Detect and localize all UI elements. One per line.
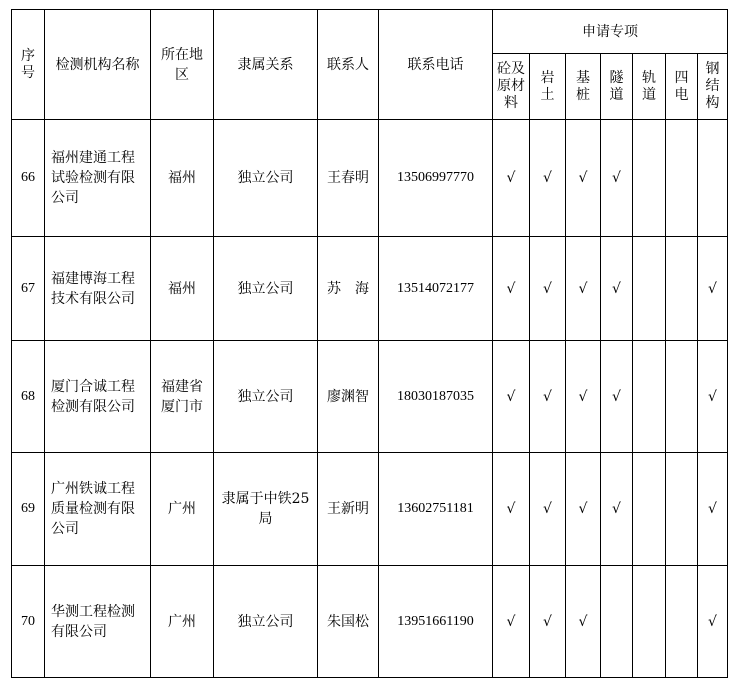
cell-seq: 66 bbox=[12, 120, 45, 237]
cell-pile: √ bbox=[566, 341, 601, 453]
cell-seq: 67 bbox=[12, 237, 45, 341]
header-relation: 隶属关系 bbox=[214, 10, 318, 120]
table-row bbox=[12, 566, 728, 678]
cell-tunnel: √ bbox=[601, 237, 633, 341]
header-cat-rock-label: 岩土 bbox=[540, 69, 555, 103]
cell-track bbox=[633, 341, 666, 453]
cell-phone: 18030187035 bbox=[379, 341, 493, 453]
cell-rock: √ bbox=[530, 453, 566, 566]
cell-rock: √ bbox=[530, 341, 566, 453]
cell-relation: 独立公司 bbox=[214, 341, 318, 453]
cell-concrete: √ bbox=[493, 120, 530, 237]
cell-seq: 68 bbox=[12, 341, 45, 453]
cell-track bbox=[633, 453, 666, 566]
cell-name: 厦门合诚工程检测有限公司 bbox=[45, 341, 151, 453]
cell-phone: 13951661190 bbox=[379, 566, 493, 678]
cell-rock: √ bbox=[530, 237, 566, 341]
cell-tunnel bbox=[601, 566, 633, 678]
cell-pile: √ bbox=[566, 120, 601, 237]
cell-relation: 独立公司 bbox=[214, 566, 318, 678]
cell-steel: √ bbox=[698, 566, 728, 678]
cell-elec bbox=[666, 566, 698, 678]
header-cat-elec-label: 四电 bbox=[674, 69, 689, 103]
cell-tunnel: √ bbox=[601, 453, 633, 566]
header-contact: 联系人 bbox=[318, 10, 379, 120]
table-row bbox=[12, 120, 728, 237]
cell-contact: 王春明 bbox=[318, 120, 379, 237]
header-cat-concrete-label: 砼及原材料 bbox=[497, 61, 525, 111]
cell-relation bbox=[214, 453, 318, 566]
header-apply-group: 申请专项 bbox=[493, 10, 728, 54]
cell-contact: 朱国松 bbox=[318, 566, 379, 678]
header-cat-pile bbox=[566, 54, 601, 120]
cell-relation: 独立公司 bbox=[214, 120, 318, 237]
cell-elec bbox=[666, 453, 698, 566]
cell-rock: √ bbox=[530, 120, 566, 237]
header-cat-elec bbox=[666, 54, 698, 120]
cell-region bbox=[151, 341, 214, 453]
institution-table bbox=[11, 9, 728, 678]
cell-region: 广州 bbox=[151, 566, 214, 678]
cell-steel: √ bbox=[698, 453, 728, 566]
header-cat-steel bbox=[698, 54, 728, 120]
cell-steel bbox=[698, 120, 728, 237]
cell-phone: 13506997770 bbox=[379, 120, 493, 237]
table-row bbox=[12, 341, 728, 453]
header-cat-pile-label: 基桩 bbox=[576, 69, 590, 103]
cell-name: 福建博海工程技术有限公司 bbox=[45, 237, 151, 341]
cell-contact: 苏 海 bbox=[318, 237, 379, 341]
cell-track bbox=[633, 120, 666, 237]
header-cat-steel-label: 钢结构 bbox=[705, 61, 720, 111]
cell-track bbox=[633, 566, 666, 678]
cell-tunnel: √ bbox=[601, 120, 633, 237]
cell-contact: 王新明 bbox=[318, 453, 379, 566]
cell-relation: 独立公司 bbox=[214, 237, 318, 341]
table-row bbox=[12, 453, 728, 566]
cell-contact: 廖渊智 bbox=[318, 341, 379, 453]
cell-elec bbox=[666, 120, 698, 237]
cell-steel: √ bbox=[698, 341, 728, 453]
header-cat-track bbox=[633, 54, 666, 120]
header-cat-rock bbox=[530, 54, 566, 120]
cell-name: 福州建通工程试验检测有限公司 bbox=[45, 120, 151, 237]
header-seq-label: 序号 bbox=[21, 47, 35, 81]
header-cat-concrete bbox=[493, 54, 530, 120]
cell-seq: 69 bbox=[12, 453, 45, 566]
cell-region: 福州 bbox=[151, 120, 214, 237]
header-cat-tunnel-label: 隧道 bbox=[609, 69, 624, 103]
header-seq bbox=[12, 10, 45, 120]
header-cat-track-label: 轨道 bbox=[642, 69, 656, 103]
cell-pile: √ bbox=[566, 237, 601, 341]
cell-name: 广州铁诚工程质量检测有限公司 bbox=[45, 453, 151, 566]
cell-concrete: √ bbox=[493, 341, 530, 453]
table-row bbox=[12, 237, 728, 341]
header-region bbox=[151, 10, 214, 120]
cell-phone: 13602751181 bbox=[379, 453, 493, 566]
cell-elec bbox=[666, 237, 698, 341]
header-region-label: 所在地区 bbox=[161, 46, 203, 83]
cell-region: 福州 bbox=[151, 237, 214, 341]
cell-seq: 70 bbox=[12, 566, 45, 678]
cell-steel: √ bbox=[698, 237, 728, 341]
cell-phone: 13514072177 bbox=[379, 237, 493, 341]
cell-concrete: √ bbox=[493, 566, 530, 678]
cell-relation-label: 隶属于中铁25局 bbox=[221, 491, 310, 527]
cell-concrete: √ bbox=[493, 237, 530, 341]
header-name: 检测机构名称 bbox=[45, 10, 151, 120]
cell-elec bbox=[666, 341, 698, 453]
cell-region: 广州 bbox=[151, 453, 214, 566]
header-cat-tunnel bbox=[601, 54, 633, 120]
cell-pile: √ bbox=[566, 566, 601, 678]
cell-concrete: √ bbox=[493, 453, 530, 566]
cell-pile: √ bbox=[566, 453, 601, 566]
cell-track bbox=[633, 237, 666, 341]
header-phone: 联系电话 bbox=[379, 10, 493, 120]
cell-tunnel: √ bbox=[601, 341, 633, 453]
cell-name: 华测工程检测有限公司 bbox=[45, 566, 151, 678]
cell-region-label: 福建省厦门市 bbox=[161, 378, 203, 415]
cell-rock: √ bbox=[530, 566, 566, 678]
